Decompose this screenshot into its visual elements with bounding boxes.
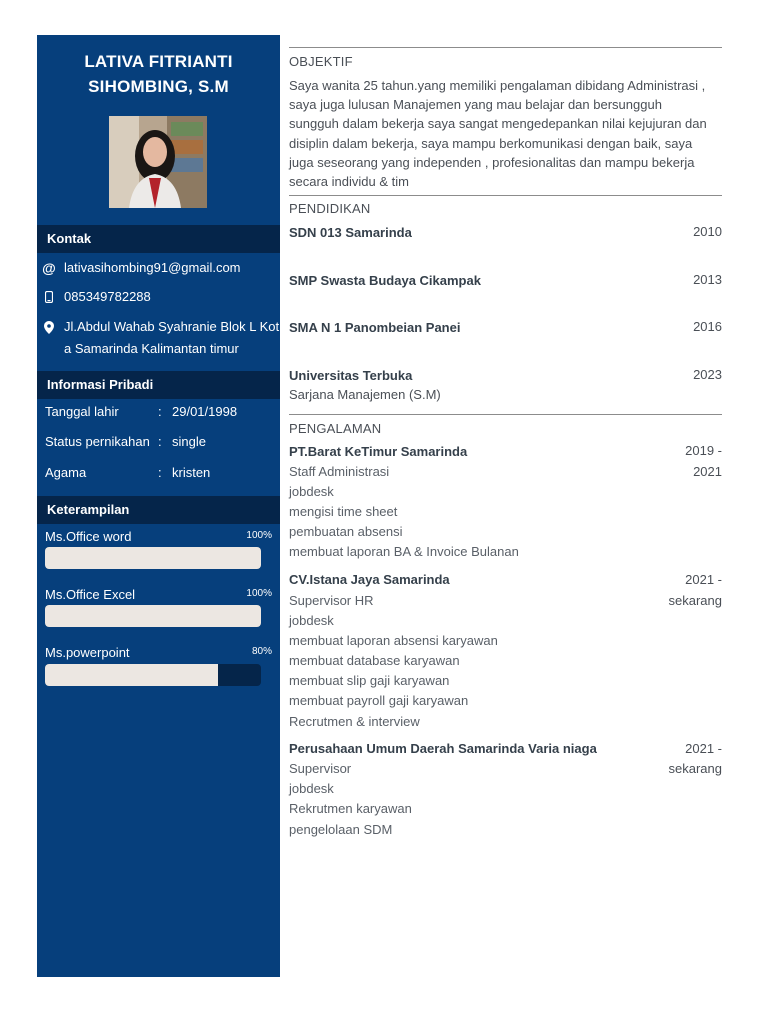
skill-percent: 100% (246, 530, 272, 541)
skill-percent: 100% (246, 588, 272, 599)
name-line-2: SIHOMBING, S.M (88, 77, 229, 96)
education-year: 2013 (693, 272, 722, 287)
experience-line: mengisi time sheet (289, 504, 398, 519)
skill-label: Ms.powerpoint (45, 645, 130, 660)
objective-line: sungguh dalam bekerja saya sangat mengedepankan nilai kejujuran dan (289, 116, 707, 132)
objective-line: Saya wanita 25 tahun.yang memiliki pengalaman dibidang Administrasi , (289, 78, 706, 93)
skill-bar-fill (45, 605, 261, 627)
education-year: 2010 (693, 224, 722, 239)
education-school: SMP Swasta Budaya Cikampak (289, 273, 481, 288)
email-text[interactable]: lativasihombing91@gmail.com (64, 260, 241, 275)
experience-line: Staff Administrasi (289, 464, 390, 479)
divider (289, 414, 722, 415)
info-label: Status pernikahan (45, 434, 150, 449)
experience-line: membuat laporan absensi karyawan (289, 633, 498, 648)
phone-icon (43, 286, 55, 308)
experience-period-start: 2019 - (685, 443, 722, 458)
skill-label: Ms.Office word (45, 529, 132, 544)
profile-photo (109, 116, 207, 208)
experience-heading: PENGALAMAN (289, 421, 382, 436)
skill-percent: 80% (251, 646, 272, 657)
experience-line: Supervisor HR (289, 593, 374, 608)
address-text: Jl.Abdul Wahab Syahranie Blok L Kota Samarinda Kalimantan timur (64, 319, 280, 356)
experience-line: jobdesk (289, 613, 334, 628)
experience-line: membuat laporan BA & Invoice Bulanan (289, 544, 519, 559)
experience-period-end: sekarang (668, 761, 722, 776)
skill-bar-fill (45, 664, 218, 686)
divider (289, 195, 722, 196)
experience-period-end: sekarang (668, 593, 722, 608)
candidate-name (37, 49, 280, 99)
experience-period-start: 2021 - (685, 572, 722, 587)
objective-heading: OBJEKTIF (289, 54, 353, 69)
info-value: kristen (172, 465, 211, 480)
at-icon: @ (42, 260, 56, 276)
personal-info-heading: Informasi Pribadi (37, 371, 280, 399)
skill-bar-track (45, 664, 261, 686)
education-school: Universitas Terbuka (289, 368, 413, 383)
experience-line: pembuatan absensi (289, 524, 403, 539)
name-line-1: LATIVA FITRIANTI (84, 52, 233, 71)
experience-line: Recrutmen & interview (289, 714, 420, 729)
experience-line: Supervisor (289, 761, 352, 776)
location-pin-icon (43, 316, 55, 338)
skill-bar-track (45, 547, 261, 569)
experience-line: Rekrutmen karyawan (289, 801, 412, 816)
experience-line: membuat slip gaji karyawan (289, 673, 450, 688)
objective-line: disiplin dalam bekerja, saya mampu berkomunikasi dengan baik, saya (289, 135, 693, 151)
education-year: 2016 (693, 319, 722, 334)
experience-company: CV.Istana Jaya Samarinda (289, 572, 450, 587)
info-label: Agama (45, 465, 87, 480)
education-school: SDN 013 Samarinda (289, 225, 412, 240)
skill-bar-fill (45, 547, 261, 569)
info-row-birthdate (45, 402, 280, 422)
experience-line: jobdesk (289, 781, 334, 796)
info-colon: : (158, 465, 162, 480)
objective-line: saya juga lulusan Manajemen yang mau belajar dan bersungguh (289, 97, 662, 113)
info-colon: : (158, 434, 162, 449)
skills-heading: Keterampilan (37, 496, 280, 524)
education-degree: Sarjana Manajemen (S.M) (289, 387, 441, 402)
objective-line: secara individu & tim (289, 174, 409, 190)
education-heading: PENDIDIKAN (289, 201, 371, 216)
education-school: SMA N 1 Panombeian Panei (289, 320, 461, 335)
skill-bar-track (45, 605, 261, 627)
contact-heading: Kontak (37, 225, 280, 253)
skill-label: Ms.Office Excel (45, 587, 136, 602)
education-year: 2023 (693, 367, 722, 382)
info-colon: : (158, 404, 162, 419)
experience-period-end: 2021 (693, 464, 722, 479)
experience-company: PT.Barat KeTimur Samarinda (289, 444, 468, 459)
info-row-marital-status (45, 432, 280, 452)
sidebar (37, 35, 280, 977)
objective-text (289, 76, 722, 191)
info-row-religion (45, 463, 280, 483)
experience-line: membuat payroll gaji karyawan (289, 693, 469, 708)
experience-line: pengelolaan SDM (289, 822, 393, 837)
divider (289, 47, 722, 48)
experience-line: membuat database karyawan (289, 653, 460, 668)
info-label: Tanggal lahir (45, 404, 119, 419)
info-value: single (172, 434, 206, 449)
phone-text: 085349782288 (64, 289, 151, 304)
experience-company: Perusahaan Umum Daerah Samarinda Varia niaga (289, 741, 597, 756)
experience-period-start: 2021 - (685, 741, 722, 756)
info-value: 29/01/1998 (172, 404, 238, 419)
objective-line: juga seseorang yang independen , profesionalitas dan mampu bekerja (289, 154, 695, 170)
experience-line: jobdesk (289, 484, 334, 499)
